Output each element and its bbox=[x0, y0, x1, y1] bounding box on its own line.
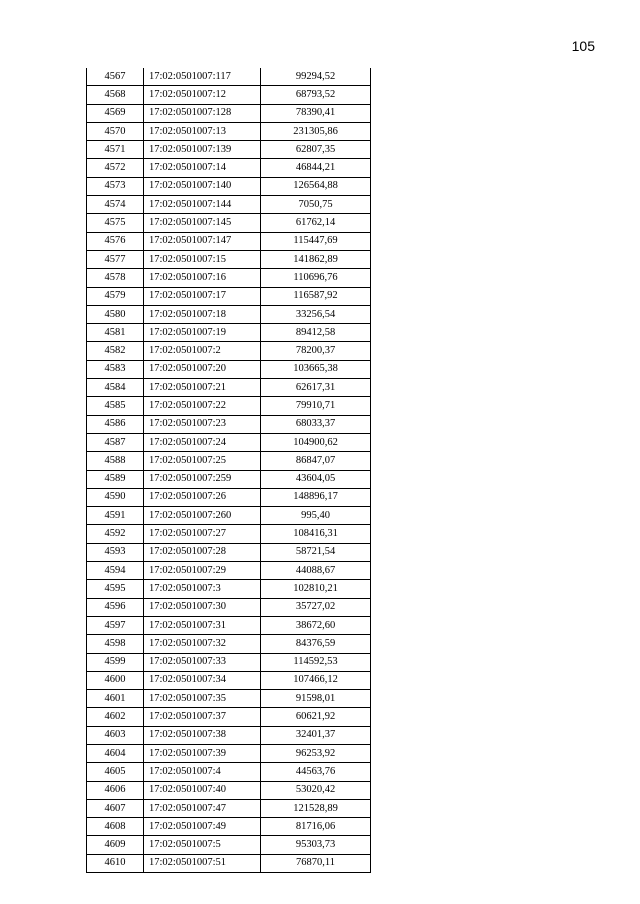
table-row bbox=[87, 470, 371, 488]
cadastral-number: 17:02:0501007:21 bbox=[144, 379, 261, 397]
cadastral-number: 17:02:0501007:35 bbox=[144, 690, 261, 708]
cadastral-number: 17:02:0501007:16 bbox=[144, 269, 261, 287]
cadastral-value: 81716,06 bbox=[261, 818, 371, 836]
row-number: 4590 bbox=[87, 488, 144, 506]
cadastral-value: 126564,88 bbox=[261, 177, 371, 195]
row-number: 4605 bbox=[87, 763, 144, 781]
cadastral-value: 114592,53 bbox=[261, 653, 371, 671]
table-row bbox=[87, 433, 371, 451]
row-number: 4580 bbox=[87, 305, 144, 323]
cadastral-number: 17:02:0501007:15 bbox=[144, 250, 261, 268]
cadastral-value: 115447,69 bbox=[261, 232, 371, 250]
cadastral-value: 95303,73 bbox=[261, 836, 371, 854]
cadastral-value: 32401,37 bbox=[261, 726, 371, 744]
row-number: 4568 bbox=[87, 86, 144, 104]
table-row bbox=[87, 177, 371, 195]
row-number: 4577 bbox=[87, 250, 144, 268]
table-row bbox=[87, 653, 371, 671]
cadastral-number: 17:02:0501007:13 bbox=[144, 122, 261, 140]
row-number: 4593 bbox=[87, 543, 144, 561]
cadastral-value: 231305,86 bbox=[261, 122, 371, 140]
cadastral-value: 76870,11 bbox=[261, 854, 371, 872]
table-row bbox=[87, 324, 371, 342]
cadastral-value: 43604,05 bbox=[261, 470, 371, 488]
row-number: 4572 bbox=[87, 159, 144, 177]
cadastral-number: 17:02:0501007:38 bbox=[144, 726, 261, 744]
table-row bbox=[87, 122, 371, 140]
row-number: 4576 bbox=[87, 232, 144, 250]
cadastral-value: 62617,31 bbox=[261, 379, 371, 397]
cadastral-value: 78200,37 bbox=[261, 342, 371, 360]
cadastral-number: 17:02:0501007:24 bbox=[144, 433, 261, 451]
cadastral-value: 60621,92 bbox=[261, 708, 371, 726]
table-row bbox=[87, 104, 371, 122]
table-row bbox=[87, 159, 371, 177]
table-row bbox=[87, 397, 371, 415]
cadastral-value: 84376,59 bbox=[261, 635, 371, 653]
row-number: 4575 bbox=[87, 214, 144, 232]
table-row bbox=[87, 196, 371, 214]
row-number: 4592 bbox=[87, 525, 144, 543]
row-number: 4597 bbox=[87, 616, 144, 634]
cadastral-number: 17:02:0501007:5 bbox=[144, 836, 261, 854]
row-number: 4569 bbox=[87, 104, 144, 122]
table-row bbox=[87, 141, 371, 159]
row-number: 4587 bbox=[87, 433, 144, 451]
page-number: 105 bbox=[571, 38, 595, 54]
row-number: 4581 bbox=[87, 324, 144, 342]
table-row bbox=[87, 799, 371, 817]
cadastral-value: 38672,60 bbox=[261, 616, 371, 634]
cadastral-number: 17:02:0501007:17 bbox=[144, 287, 261, 305]
row-number: 4589 bbox=[87, 470, 144, 488]
cadastral-value: 61762,14 bbox=[261, 214, 371, 232]
cadastral-value: 33256,54 bbox=[261, 305, 371, 323]
table-row bbox=[87, 818, 371, 836]
cadastral-value: 148896,17 bbox=[261, 488, 371, 506]
cadastral-value: 107466,12 bbox=[261, 671, 371, 689]
cadastral-number: 17:02:0501007:20 bbox=[144, 360, 261, 378]
row-number: 4610 bbox=[87, 854, 144, 872]
cadastral-value: 46844,21 bbox=[261, 159, 371, 177]
table-row bbox=[87, 690, 371, 708]
table-row bbox=[87, 250, 371, 268]
table-row bbox=[87, 562, 371, 580]
row-number: 4596 bbox=[87, 598, 144, 616]
table-row bbox=[87, 360, 371, 378]
table-row bbox=[87, 305, 371, 323]
cadastral-number: 17:02:0501007:139 bbox=[144, 141, 261, 159]
cadastral-value: 91598,01 bbox=[261, 690, 371, 708]
row-number: 4579 bbox=[87, 287, 144, 305]
cadastral-number: 17:02:0501007:260 bbox=[144, 507, 261, 525]
row-number: 4606 bbox=[87, 781, 144, 799]
table-row bbox=[87, 744, 371, 762]
table-row bbox=[87, 580, 371, 598]
row-number: 4578 bbox=[87, 269, 144, 287]
cadastral-value: 121528,89 bbox=[261, 799, 371, 817]
cadastral-number: 17:02:0501007:145 bbox=[144, 214, 261, 232]
cadastral-number: 17:02:0501007:117 bbox=[144, 68, 261, 86]
cadastral-value: 58721,54 bbox=[261, 543, 371, 561]
cadastral-number: 17:02:0501007:37 bbox=[144, 708, 261, 726]
cadastral-number: 17:02:0501007:140 bbox=[144, 177, 261, 195]
row-number: 4602 bbox=[87, 708, 144, 726]
table-row bbox=[87, 507, 371, 525]
table-row bbox=[87, 854, 371, 872]
cadastral-number: 17:02:0501007:27 bbox=[144, 525, 261, 543]
table-row bbox=[87, 232, 371, 250]
cadastral-number: 17:02:0501007:144 bbox=[144, 196, 261, 214]
cadastral-value: 68033,37 bbox=[261, 415, 371, 433]
cadastral-number: 17:02:0501007:147 bbox=[144, 232, 261, 250]
table-row bbox=[87, 452, 371, 470]
cadastral-number: 17:02:0501007:23 bbox=[144, 415, 261, 433]
cadastral-value: 35727,02 bbox=[261, 598, 371, 616]
cadastral-value: 102810,21 bbox=[261, 580, 371, 598]
cadastral-value: 103665,38 bbox=[261, 360, 371, 378]
cadastral-value: 78390,41 bbox=[261, 104, 371, 122]
table-body bbox=[87, 68, 371, 873]
cadastral-number: 17:02:0501007:3 bbox=[144, 580, 261, 598]
cadastral-number: 17:02:0501007:25 bbox=[144, 452, 261, 470]
cadastral-number: 17:02:0501007:22 bbox=[144, 397, 261, 415]
cadastral-number: 17:02:0501007:29 bbox=[144, 562, 261, 580]
cadastral-number: 17:02:0501007:31 bbox=[144, 616, 261, 634]
cadastral-value: 53020,42 bbox=[261, 781, 371, 799]
cadastral-number: 17:02:0501007:128 bbox=[144, 104, 261, 122]
cadastral-number: 17:02:0501007:51 bbox=[144, 854, 261, 872]
table-row bbox=[87, 415, 371, 433]
row-number: 4583 bbox=[87, 360, 144, 378]
table-row bbox=[87, 708, 371, 726]
cadastral-number: 17:02:0501007:47 bbox=[144, 799, 261, 817]
table-row bbox=[87, 726, 371, 744]
cadastral-number: 17:02:0501007:14 bbox=[144, 159, 261, 177]
row-number: 4574 bbox=[87, 196, 144, 214]
cadastral-number: 17:02:0501007:4 bbox=[144, 763, 261, 781]
row-number: 4595 bbox=[87, 580, 144, 598]
cadastre-table bbox=[86, 68, 371, 873]
table-row bbox=[87, 616, 371, 634]
cadastral-value: 7050,75 bbox=[261, 196, 371, 214]
table-row bbox=[87, 763, 371, 781]
table-row bbox=[87, 214, 371, 232]
row-number: 4600 bbox=[87, 671, 144, 689]
table-row bbox=[87, 287, 371, 305]
row-number: 4603 bbox=[87, 726, 144, 744]
cadastral-number: 17:02:0501007:33 bbox=[144, 653, 261, 671]
cadastral-value: 62807,35 bbox=[261, 141, 371, 159]
cadastral-value: 110696,76 bbox=[261, 269, 371, 287]
cadastral-number: 17:02:0501007:30 bbox=[144, 598, 261, 616]
table-row bbox=[87, 488, 371, 506]
cadastral-number: 17:02:0501007:12 bbox=[144, 86, 261, 104]
cadastral-value: 104900,62 bbox=[261, 433, 371, 451]
row-number: 4591 bbox=[87, 507, 144, 525]
table-row bbox=[87, 525, 371, 543]
cadastral-value: 96253,92 bbox=[261, 744, 371, 762]
cadastral-value: 79910,71 bbox=[261, 397, 371, 415]
table-row bbox=[87, 836, 371, 854]
cadastral-number: 17:02:0501007:28 bbox=[144, 543, 261, 561]
row-number: 4609 bbox=[87, 836, 144, 854]
row-number: 4601 bbox=[87, 690, 144, 708]
row-number: 4570 bbox=[87, 122, 144, 140]
cadastral-number: 17:02:0501007:259 bbox=[144, 470, 261, 488]
row-number: 4594 bbox=[87, 562, 144, 580]
row-number: 4585 bbox=[87, 397, 144, 415]
table-row bbox=[87, 543, 371, 561]
cadastral-number: 17:02:0501007:26 bbox=[144, 488, 261, 506]
cadastral-number: 17:02:0501007:19 bbox=[144, 324, 261, 342]
cadastral-number: 17:02:0501007:40 bbox=[144, 781, 261, 799]
cadastral-value: 141862,89 bbox=[261, 250, 371, 268]
row-number: 4584 bbox=[87, 379, 144, 397]
cadastral-value: 89412,58 bbox=[261, 324, 371, 342]
cadastral-value: 68793,52 bbox=[261, 86, 371, 104]
cadastral-value: 44563,76 bbox=[261, 763, 371, 781]
table-row bbox=[87, 269, 371, 287]
row-number: 4608 bbox=[87, 818, 144, 836]
row-number: 4571 bbox=[87, 141, 144, 159]
table-row bbox=[87, 671, 371, 689]
cadastral-number: 17:02:0501007:39 bbox=[144, 744, 261, 762]
cadastral-value: 116587,92 bbox=[261, 287, 371, 305]
row-number: 4599 bbox=[87, 653, 144, 671]
row-number: 4604 bbox=[87, 744, 144, 762]
row-number: 4586 bbox=[87, 415, 144, 433]
cadastral-number: 17:02:0501007:49 bbox=[144, 818, 261, 836]
row-number: 4567 bbox=[87, 68, 144, 86]
table-row bbox=[87, 635, 371, 653]
row-number: 4607 bbox=[87, 799, 144, 817]
row-number: 4582 bbox=[87, 342, 144, 360]
table-row bbox=[87, 379, 371, 397]
cadastral-number: 17:02:0501007:34 bbox=[144, 671, 261, 689]
cadastral-number: 17:02:0501007:32 bbox=[144, 635, 261, 653]
table-row bbox=[87, 342, 371, 360]
row-number: 4588 bbox=[87, 452, 144, 470]
cadastral-number: 17:02:0501007:18 bbox=[144, 305, 261, 323]
cadastral-value: 995,40 bbox=[261, 507, 371, 525]
row-number: 4598 bbox=[87, 635, 144, 653]
cadastral-value: 44088,67 bbox=[261, 562, 371, 580]
cadastral-value: 108416,31 bbox=[261, 525, 371, 543]
table-row bbox=[87, 598, 371, 616]
cadastral-value: 86847,07 bbox=[261, 452, 371, 470]
cadastral-number: 17:02:0501007:2 bbox=[144, 342, 261, 360]
table-row bbox=[87, 781, 371, 799]
row-number: 4573 bbox=[87, 177, 144, 195]
table-row bbox=[87, 68, 371, 86]
table-row bbox=[87, 86, 371, 104]
cadastral-value: 99294,52 bbox=[261, 68, 371, 86]
